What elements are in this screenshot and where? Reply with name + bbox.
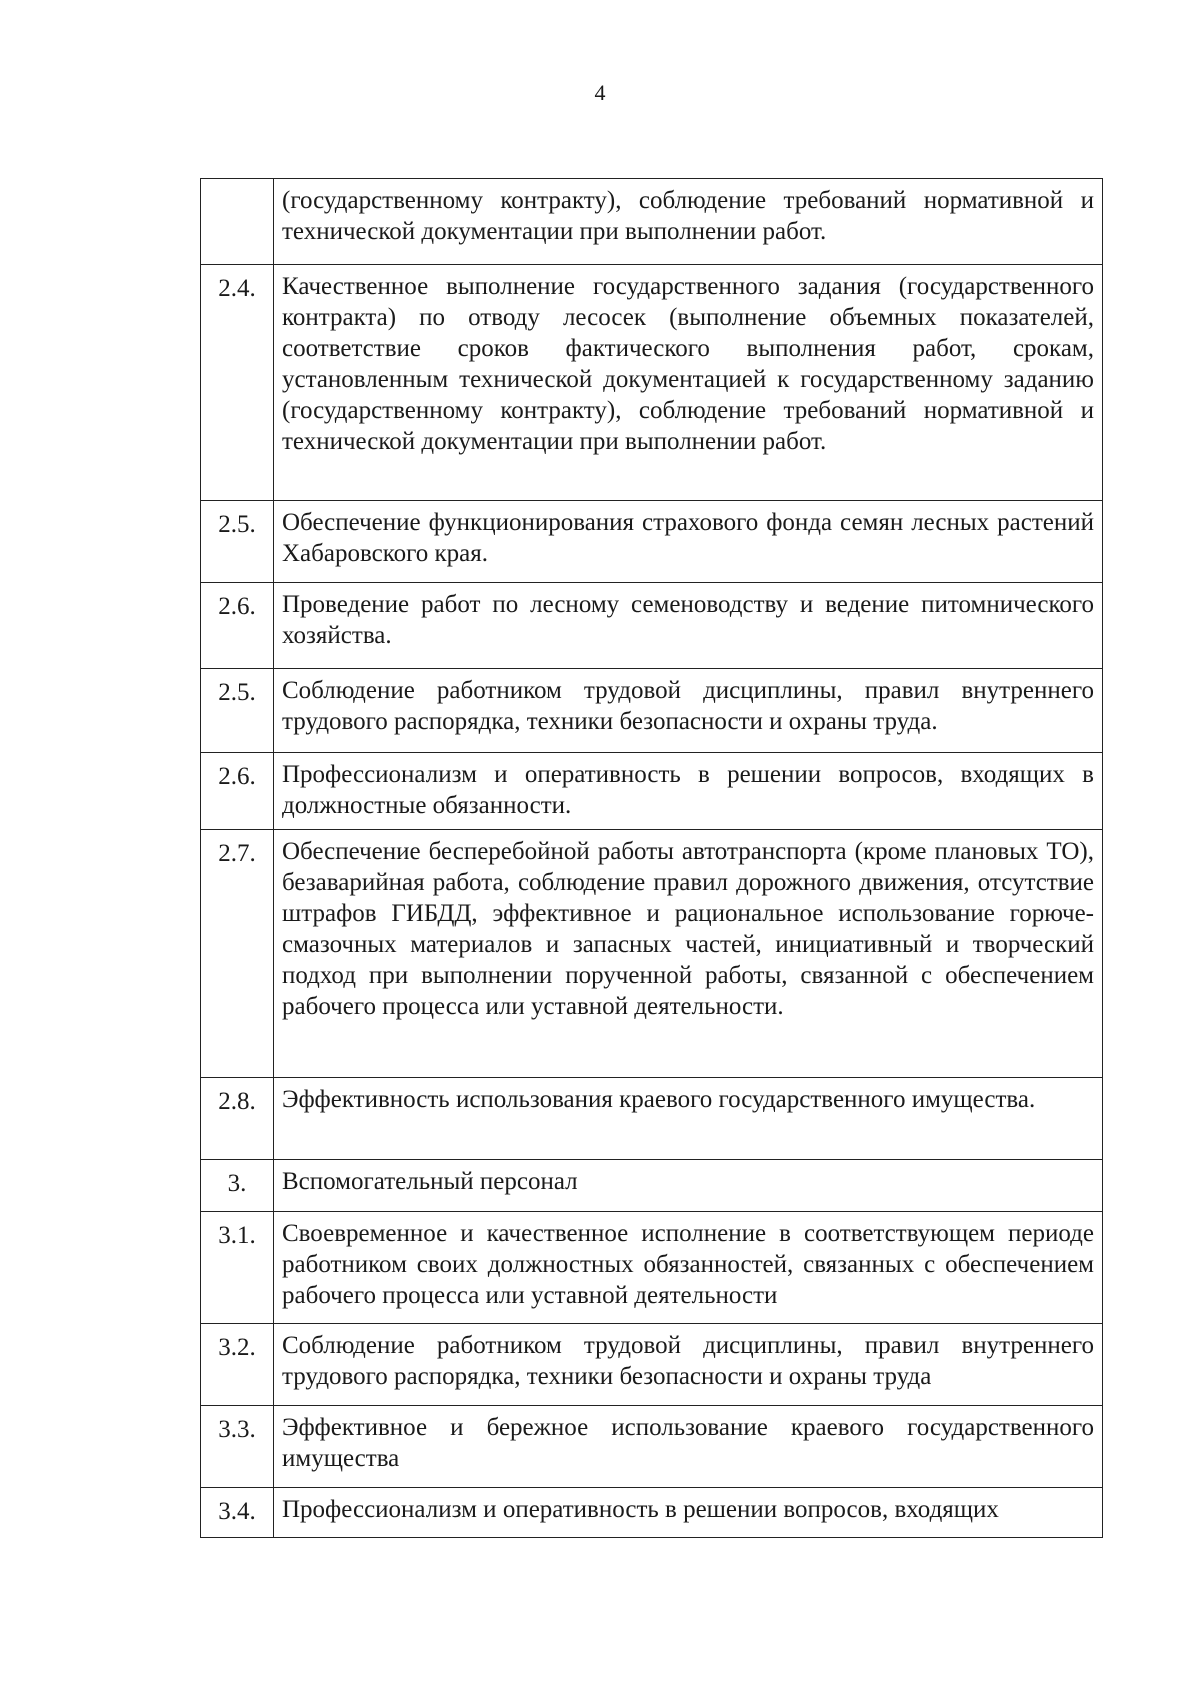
row-number: 3.2.: [201, 1324, 274, 1406]
table-row: [201, 1406, 1103, 1488]
row-number: 2.6.: [201, 583, 274, 669]
page-number: 4: [594, 80, 606, 105]
row-number: 3.3.: [201, 1406, 274, 1488]
table-row: [201, 583, 1103, 669]
table-row: [201, 265, 1103, 501]
criteria-table: [200, 178, 1103, 1538]
table-row: [201, 1160, 1103, 1212]
row-text: Соблюдение работником трудовой дисциплины, правил внутреннего трудового распорядка, техники безопасности и охраны труда.: [274, 669, 1103, 753]
row-number: [201, 179, 274, 265]
row-text: Обеспечение функционирования страхового фонда семян лесных растений Хабаровского края.: [274, 501, 1103, 583]
row-number: 3.4.: [201, 1488, 274, 1538]
table-row: [201, 1078, 1103, 1160]
table-row: [201, 179, 1103, 265]
table-row: [201, 753, 1103, 830]
criteria-table-container: [200, 178, 1103, 1538]
row-text: Проведение работ по лесному семеноводству и ведение питомнического хозяйства.: [274, 583, 1103, 669]
table-row: [201, 1324, 1103, 1406]
row-text: Своевременное и качественное исполнение в соответствующем периоде работником своих должностных обязанностей, связанных с обеспечением рабочего процесса или уставной деятельности: [274, 1212, 1103, 1324]
table-row: [201, 501, 1103, 583]
row-text: Вспомогательный персонал: [274, 1160, 1103, 1212]
row-text: Качественное выполнение государственного задания (государственного контракта) по отводу лесосек (выполнение объемных показателей, соответствие сроков фактического выполнения работ, срокам, установленным технической документацией к государственному заданию (государственному контракту), соблюдение требований нормативной и технической документации при выполнении работ.: [274, 265, 1103, 501]
table-row: [201, 830, 1103, 1078]
row-number: 2.7.: [201, 830, 274, 1078]
row-text: (государственному контракту), соблюдение требований нормативной и технической документации при выполнении работ.: [274, 179, 1103, 265]
row-number: 2.5.: [201, 501, 274, 583]
row-text: Профессионализм и оперативность в решении вопросов, входящих в должностные обязанности.: [274, 753, 1103, 830]
row-number: 2.6.: [201, 753, 274, 830]
row-number: 2.8.: [201, 1078, 274, 1160]
row-number: 2.5.: [201, 669, 274, 753]
table-row: [201, 1488, 1103, 1538]
table-row: [201, 1212, 1103, 1324]
row-text: Соблюдение работником трудовой дисциплины, правил внутреннего трудового распорядка, техники безопасности и охраны труда: [274, 1324, 1103, 1406]
row-number: 3.: [201, 1160, 274, 1212]
table-row: [201, 669, 1103, 753]
row-text: Обеспечение бесперебойной работы автотранспорта (кроме плановых ТО), безаварийная работа, соблюдение правил дорожного движения, отсутствие штрафов ГИБДД, эффективное и рациональное использование горюче-смазочных материалов и запасных частей, инициативный и творческий подход при выполнении порученной работы, связанной с обеспечением рабочего процесса или уставной деятельности.: [274, 830, 1103, 1078]
row-number: 3.1.: [201, 1212, 274, 1324]
row-text: Эффективное и бережное использование краевого государственного имущества: [274, 1406, 1103, 1488]
row-text: Эффективность использования краевого государственного имущества.: [274, 1078, 1103, 1160]
row-text: Профессионализм и оперативность в решении вопросов, входящих: [274, 1488, 1103, 1538]
row-number: 2.4.: [201, 265, 274, 501]
